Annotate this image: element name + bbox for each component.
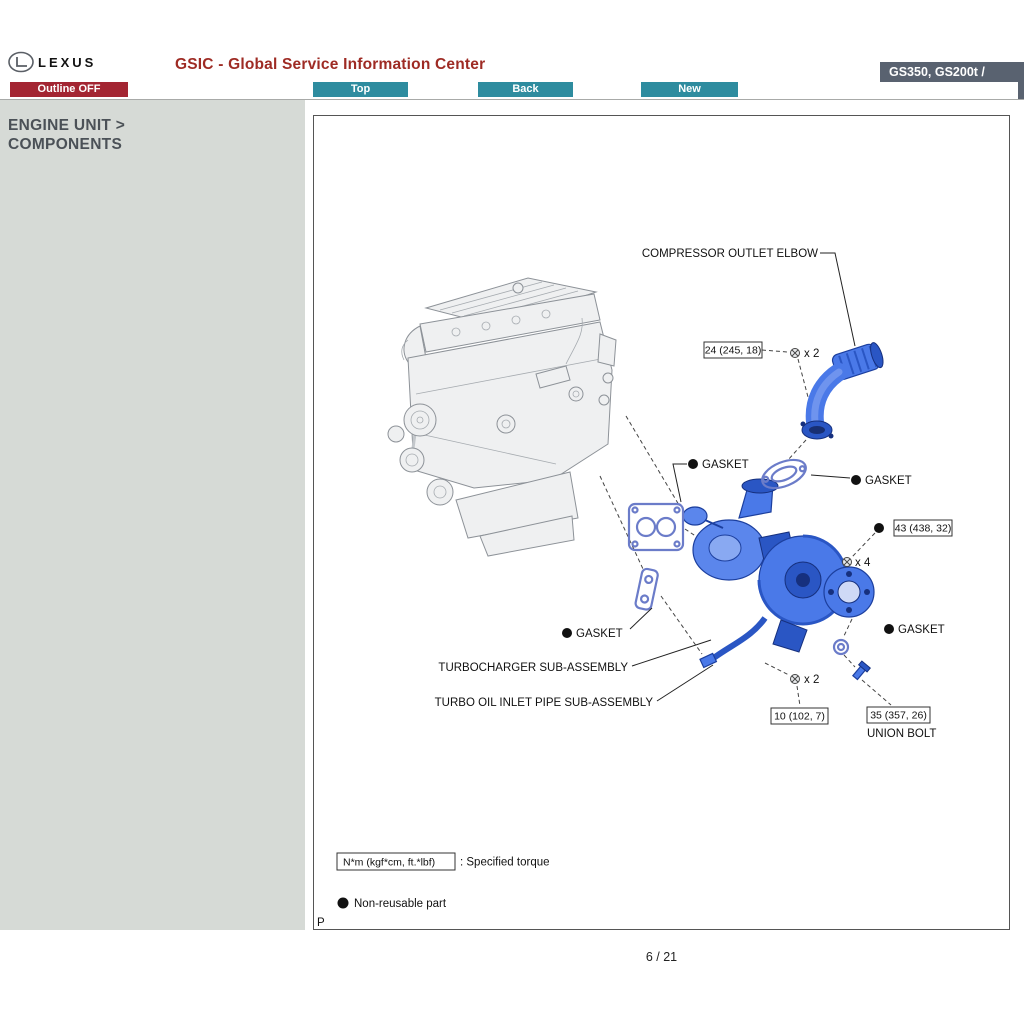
non-reusable-dot-icon [874,523,884,533]
label-leader-lines [630,253,855,701]
components-diagram [314,116,1009,929]
turbo-oil-inlet-pipe-part [711,618,765,660]
label-union-bolt: UNION BOLT [867,728,937,740]
right-edge-strip [1018,82,1024,100]
gasket-small-part [635,568,659,610]
gasket-union-ring-part [834,640,848,654]
components-diagram-panel [313,115,1010,930]
outline-off-button[interactable]: Outline OFF [10,82,128,97]
engine-illustration [388,278,616,556]
bolt-icon [843,558,852,567]
p-marker: P [317,917,325,929]
non-reusable-dot-icon [562,628,572,638]
header [0,0,1024,99]
non-reusable-dot-icon [884,624,894,634]
torque-value-union: 35 (357, 26) [870,709,927,722]
lexus-logo [8,50,103,74]
breadcrumb-line2: COMPONENTS [8,136,123,153]
top-button[interactable]: Top [313,82,408,97]
page-title: GSIC - Global Service Information Center [175,56,486,73]
non-reusable-dot-icon [688,459,698,469]
lexus-logo-l-icon [17,57,27,66]
label-gasket-1: GASKET [702,459,749,471]
label-gasket-3: GASKET [576,628,623,640]
legend-torque-unit: N*m (kgf*cm, ft.*lbf) [343,856,436,869]
sidebar [0,100,305,930]
torque-value-oil-pipe: 10 (102, 7) [774,710,825,723]
legend-torque-desc: : Specified torque [460,856,550,869]
label-x4: x 4 [855,557,871,569]
breadcrumb [8,116,305,154]
label-gasket-2: GASKET [865,475,912,487]
new-button[interactable]: New [641,82,738,97]
model-tab[interactable]: GS350, GS200t / [880,62,1024,82]
label-compressor-outlet-elbow: COMPRESSOR OUTLET ELBOW [641,248,818,260]
label-x2-bottom: x 2 [804,674,820,686]
non-reusable-dot-icon [338,898,349,909]
gasket-square-part [629,504,683,550]
label-x2-top: x 2 [804,348,820,360]
breadcrumb-line1: ENGINE UNIT > [8,117,126,134]
back-button[interactable]: Back [478,82,573,97]
lexus-logo-oval [9,53,33,72]
torque-value-downpipe: 43 (438, 32) [894,522,952,535]
torque-value-elbow: 24 (245, 18) [704,344,762,357]
union-bolt-part [851,661,870,681]
page-indicator: 6 / 21 [645,950,678,964]
label-gasket-4: GASKET [898,624,945,636]
bolt-icon [791,349,800,358]
label-turbo-oil-inlet-pipe: TURBO OIL INLET PIPE SUB-ASSEMBLY [434,697,653,709]
brand-text: LEXUS [38,55,97,70]
non-reusable-dot-icon [851,475,861,485]
legend-non-reusable: Non-reusable part [354,898,447,910]
bolt-icon [791,675,800,684]
label-turbocharger: TURBOCHARGER SUB-ASSEMBLY [438,662,628,674]
turbocharger-part [683,479,874,667]
